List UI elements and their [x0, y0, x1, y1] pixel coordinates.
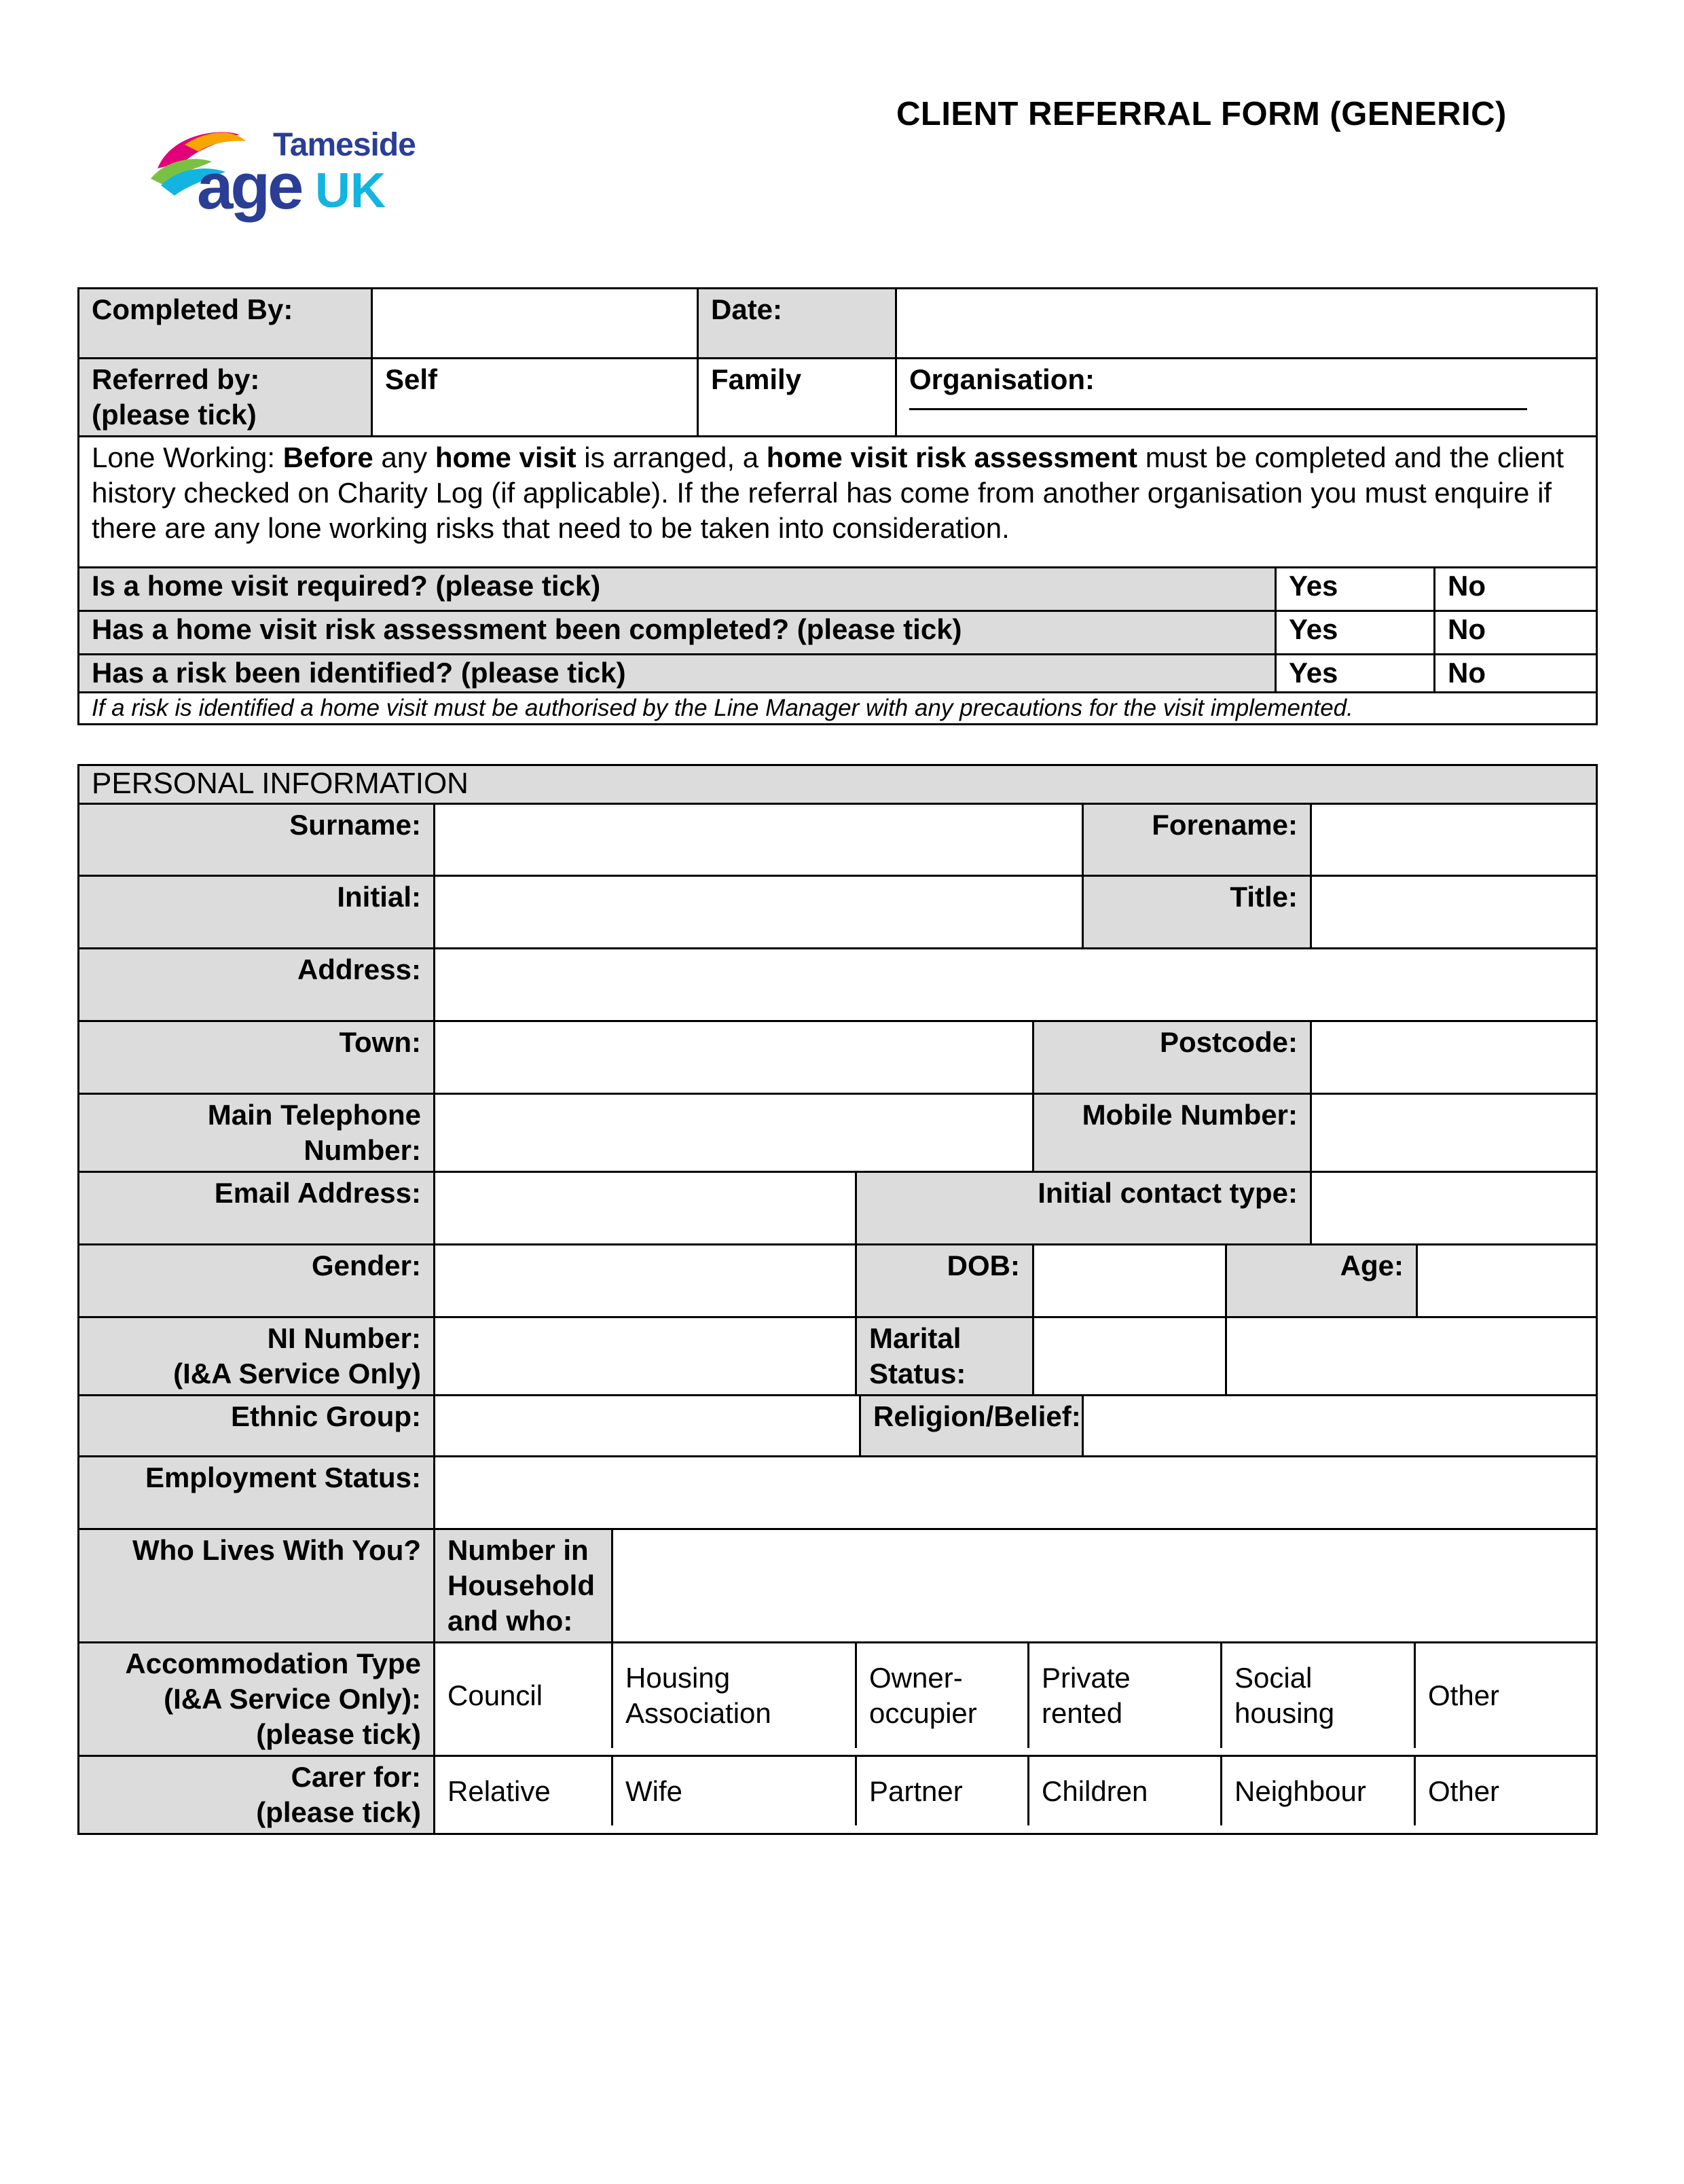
marital-text: Marital — [869, 1322, 962, 1354]
completed-by-label: Completed By: — [79, 289, 372, 359]
accommodation-option-housing-association[interactable]: Housing Association — [613, 1643, 857, 1748]
dob-label: DOB: — [856, 1245, 1033, 1317]
carer-option-partner[interactable]: Partner — [857, 1757, 1029, 1825]
date-field[interactable] — [896, 289, 1597, 359]
religion-belief-field[interactable] — [1083, 1396, 1597, 1457]
title-field[interactable] — [1311, 876, 1597, 949]
ni-number-note: (I&A Service Only) — [173, 1358, 421, 1389]
main-telephone-text-2: Number: — [304, 1134, 421, 1166]
referred-by-instruction: (please tick) — [92, 399, 257, 431]
carer-text-2: (please tick) — [256, 1796, 421, 1828]
carer-option-wife[interactable]: Wife — [613, 1757, 857, 1825]
referred-by-text: Referred by: — [92, 363, 260, 395]
household-text-3: and who: — [447, 1605, 573, 1637]
accommodation-options-cell — [435, 1643, 1597, 1756]
referred-by-label — [79, 359, 372, 437]
email-address-field[interactable] — [435, 1172, 856, 1245]
gender-field[interactable] — [435, 1245, 856, 1317]
date-label: Date: — [698, 289, 896, 359]
form-title: CLIENT REFERRAL FORM (GENERIC) — [896, 96, 1507, 132]
postcode-label: Postcode: — [1033, 1021, 1311, 1094]
title-label: Title: — [1083, 876, 1311, 949]
marital-status-extra-field[interactable] — [1226, 1317, 1597, 1396]
lone-text-3: is arranged, a — [576, 441, 767, 473]
email-address-label: Email Address: — [79, 1172, 435, 1245]
initial-contact-type-label: Initial contact type: — [856, 1172, 1311, 1245]
lone-text-1: Lone Working: — [92, 441, 283, 473]
carer-option-children[interactable]: Children — [1029, 1757, 1222, 1825]
marital-status-label — [856, 1317, 1033, 1396]
carer-option-other[interactable]: Other — [1428, 1774, 1500, 1807]
main-telephone-label — [79, 1094, 435, 1172]
town-field[interactable] — [435, 1021, 1033, 1094]
employment-status-label: Employment Status: — [79, 1457, 435, 1529]
accom-text-3: (please tick) — [256, 1718, 421, 1750]
initial-field[interactable] — [435, 876, 1083, 949]
surname-label: Surname: — [79, 804, 435, 876]
age-field[interactable] — [1417, 1245, 1597, 1317]
accommodation-option-other[interactable]: Other — [1428, 1679, 1500, 1711]
carer-for-label — [79, 1756, 435, 1834]
lone-bold-3: home visit risk assessment — [766, 441, 1138, 473]
question-home-visit: Is a home visit required? (please tick) — [79, 568, 1276, 611]
main-telephone-field[interactable] — [435, 1094, 1033, 1172]
forename-label: Forename: — [1083, 804, 1311, 876]
risk-identified-no[interactable]: No — [1435, 655, 1597, 693]
accommodation-option-social-housing[interactable]: Social housing — [1222, 1643, 1416, 1748]
age-label: Age: — [1226, 1245, 1417, 1317]
marital-status-field[interactable] — [1033, 1317, 1226, 1396]
logo-age-text: age — [197, 150, 301, 223]
referral-family-option[interactable]: Family — [698, 359, 896, 437]
ni-number-field[interactable] — [435, 1317, 856, 1396]
carer-option-neighbour[interactable]: Neighbour — [1222, 1757, 1416, 1825]
employment-status-field[interactable] — [435, 1457, 1597, 1529]
mobile-number-label: Mobile Number: — [1033, 1094, 1311, 1172]
gender-label: Gender: — [79, 1245, 435, 1317]
accommodation-option-council[interactable]: Council — [435, 1643, 613, 1748]
logo-tameside-text: Tameside — [273, 127, 416, 163]
ethnic-group-field[interactable] — [435, 1396, 860, 1457]
carer-options-cell — [435, 1756, 1597, 1834]
question-risk-assessment: Has a home visit risk assessment been completed? (please tick) — [79, 611, 1276, 655]
address-field[interactable] — [435, 949, 1597, 1021]
who-lives-with-you-label: Who Lives With You? — [79, 1529, 435, 1643]
age-uk-logo — [144, 121, 429, 230]
carer-text-1: Carer for: — [291, 1761, 421, 1793]
lone-bold-1: Before — [282, 441, 373, 473]
home-visit-no[interactable]: No — [1435, 568, 1597, 611]
household-text-2: Household — [447, 1569, 595, 1601]
mobile-number-field[interactable] — [1311, 1094, 1597, 1172]
organisation-label: Organisation: — [909, 363, 1095, 395]
religion-belief-label: Religion/Belief: — [860, 1396, 1083, 1457]
household-label — [435, 1529, 612, 1643]
organisation-line[interactable] — [909, 397, 1527, 410]
risk-assessment-yes[interactable]: Yes — [1276, 611, 1435, 655]
lone-bold-2: home visit — [435, 441, 576, 473]
carer-option-relative[interactable]: Relative — [435, 1757, 613, 1825]
surname-field[interactable] — [435, 804, 1083, 876]
marital-text-2: Status: — [869, 1358, 966, 1389]
ni-number-text: NI Number: — [267, 1322, 421, 1354]
main-telephone-text: Main Telephone — [207, 1099, 421, 1131]
accom-text-1: Accommodation Type — [125, 1648, 421, 1679]
risk-assessment-no[interactable]: No — [1435, 611, 1597, 655]
ni-number-label — [79, 1317, 435, 1396]
personal-information-table — [77, 764, 1598, 1835]
risk-note: If a risk is identified a home visit must be authorised by the Line Manager with any precautions for the visit implemented. — [79, 693, 1597, 725]
forename-field[interactable] — [1311, 804, 1597, 876]
accommodation-option-private-rented[interactable]: Private rented — [1029, 1643, 1222, 1748]
initial-contact-type-field[interactable] — [1311, 1172, 1597, 1245]
accommodation-type-label — [79, 1643, 435, 1756]
question-risk-identified: Has a risk been identified? (please tick) — [79, 655, 1276, 693]
risk-identified-yes[interactable]: Yes — [1276, 655, 1435, 693]
postcode-field[interactable] — [1311, 1021, 1597, 1094]
lone-text-2: any — [373, 441, 435, 473]
address-label: Address: — [79, 949, 435, 1021]
town-label: Town: — [79, 1021, 435, 1094]
completed-by-field[interactable] — [372, 289, 698, 359]
lone-working-notice — [79, 437, 1597, 568]
logo-uk-text: UK — [315, 164, 386, 218]
initial-label: Initial: — [79, 876, 435, 949]
referral-details-table — [77, 287, 1598, 725]
home-visit-yes[interactable]: Yes — [1276, 568, 1435, 611]
accom-text-2: (I&A Service Only): — [164, 1683, 421, 1715]
personal-information-header: PERSONAL INFORMATION — [79, 765, 1597, 804]
dob-field[interactable] — [1033, 1245, 1226, 1317]
household-text-1: Number in — [447, 1534, 589, 1566]
household-field[interactable] — [612, 1529, 1597, 1643]
lone-text-4: must be completed and the client history checked on Charity Log (if applicable). If the referral has come from another organisation you must enquire if there are any lone working risks that need to be taken into consideration. — [92, 441, 1564, 544]
referral-self-option[interactable]: Self — [372, 359, 698, 437]
ethnic-group-label: Ethnic Group: — [79, 1396, 435, 1457]
referral-organisation-option[interactable] — [896, 359, 1597, 437]
accommodation-option-owner-occupier[interactable]: Owner-occupier — [857, 1643, 1029, 1748]
